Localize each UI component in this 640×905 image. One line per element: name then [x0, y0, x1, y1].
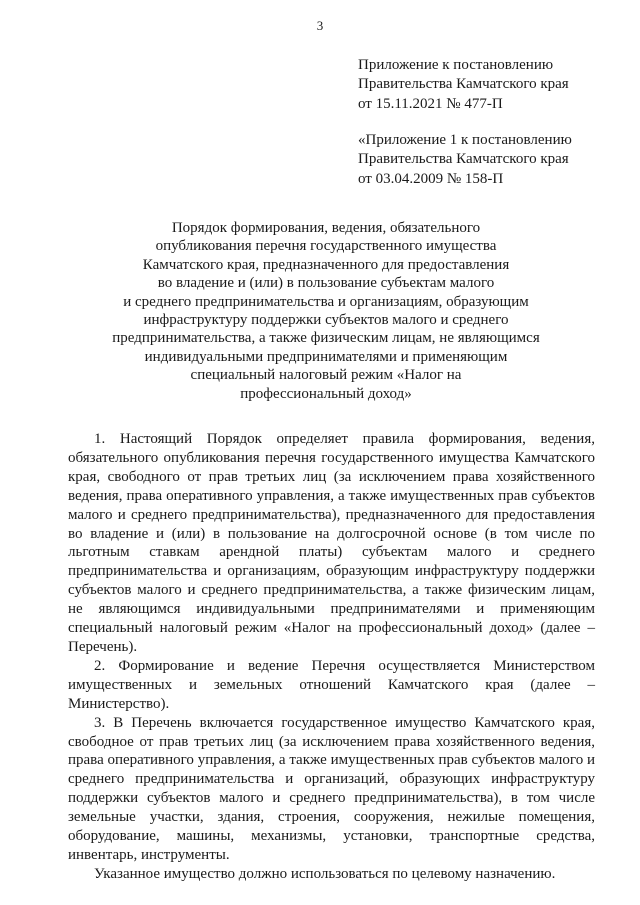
- document-title: [60, 219, 592, 403]
- title-line: во владение и (или) в пользование субъектам малого: [157, 275, 495, 292]
- appendix-header-current: [358, 56, 608, 114]
- page-number: 3: [316, 18, 324, 33]
- appendix-original-line-1: «Приложение 1 к постановлению: [358, 132, 572, 148]
- document-body: [68, 430, 595, 884]
- title-line: профессиональный доход»: [240, 385, 412, 402]
- appendix-current-line-1: Приложение к постановлению: [358, 57, 554, 73]
- title-line: и среднего предпринимательства и организациям, образующим: [123, 293, 529, 310]
- paragraph-2: 2. Формирование и ведение Перечня осуществляется Министерством имущественных и земельных отношений Камчатского края (далее – Министерство).: [68, 657, 595, 712]
- paragraph-1: 1. Настоящий Порядок определяет правила формирования, ведения, обязательного опубликования перечня государственного имущества Камчатского края, свободного от прав третьих лиц (за исключением права хозяйственного ведения, права оперативного управления, а также имущественных прав субъектов малого и среднего предпринимательства), предназначенного для предоставления во владение и (или) в пользование на долгосрочной основе (в том числе по льготным ставкам арендной платы) субъектам малого и среднего предпринимательства и организациям, образующим инфраструктуру поддержки субъектов малого и среднего предпринимательства, а также физическим лицам, не являющимся индивидуальными предпринимателями и применяющим специальный налоговый режим «Налог на профессиональный доход» (далее – Перечень).: [68, 431, 595, 655]
- title-line: Порядок формирования, ведения, обязательного: [171, 220, 481, 236]
- appendix-header-original: [358, 131, 608, 189]
- appendix-current-line-2: Правительства Камчатского края: [358, 76, 569, 93]
- appendix-current-line-3: от 15.11.2021 № 477-П: [358, 95, 503, 112]
- title-line: специальный налоговый режим «Налог на: [190, 367, 462, 384]
- paragraph-3: 3. В Перечень включается государственное имущество Камчатского края, свободное от прав третьих лиц (за исключением права хозяйственного ведения, права оперативного управления, а также имущественных прав субъектов малого и среднего предпринимательства и организаций, образующих инфраструктуру поддержки субъектов малого и среднего предпринимательства), в том числе земельные участки, здания, строения, сооружения, нежилые помещения, оборудование, машины, механизмы, установки, транспортные средства, инвентарь, инструменты.: [68, 714, 595, 863]
- appendix-original-line-2: Правительства Камчатского края: [358, 151, 569, 168]
- title-line: предпринимательства, а также физическим лицам, не являющимся: [112, 330, 540, 347]
- title-line: индивидуальными предпринимателями и применяющим: [144, 348, 508, 365]
- appendix-original-line-3: от 03.04.2009 № 158-П: [358, 170, 504, 187]
- title-line: Камчатского края, предназначенного для предоставления: [142, 256, 510, 273]
- paragraph-4: Указанное имущество должно использоваться по целевому назначению.: [94, 865, 556, 882]
- title-line: инфраструктуру поддержки субъектов малого и среднего: [143, 312, 509, 329]
- title-line: опубликования перечня государственного имущества: [155, 238, 497, 255]
